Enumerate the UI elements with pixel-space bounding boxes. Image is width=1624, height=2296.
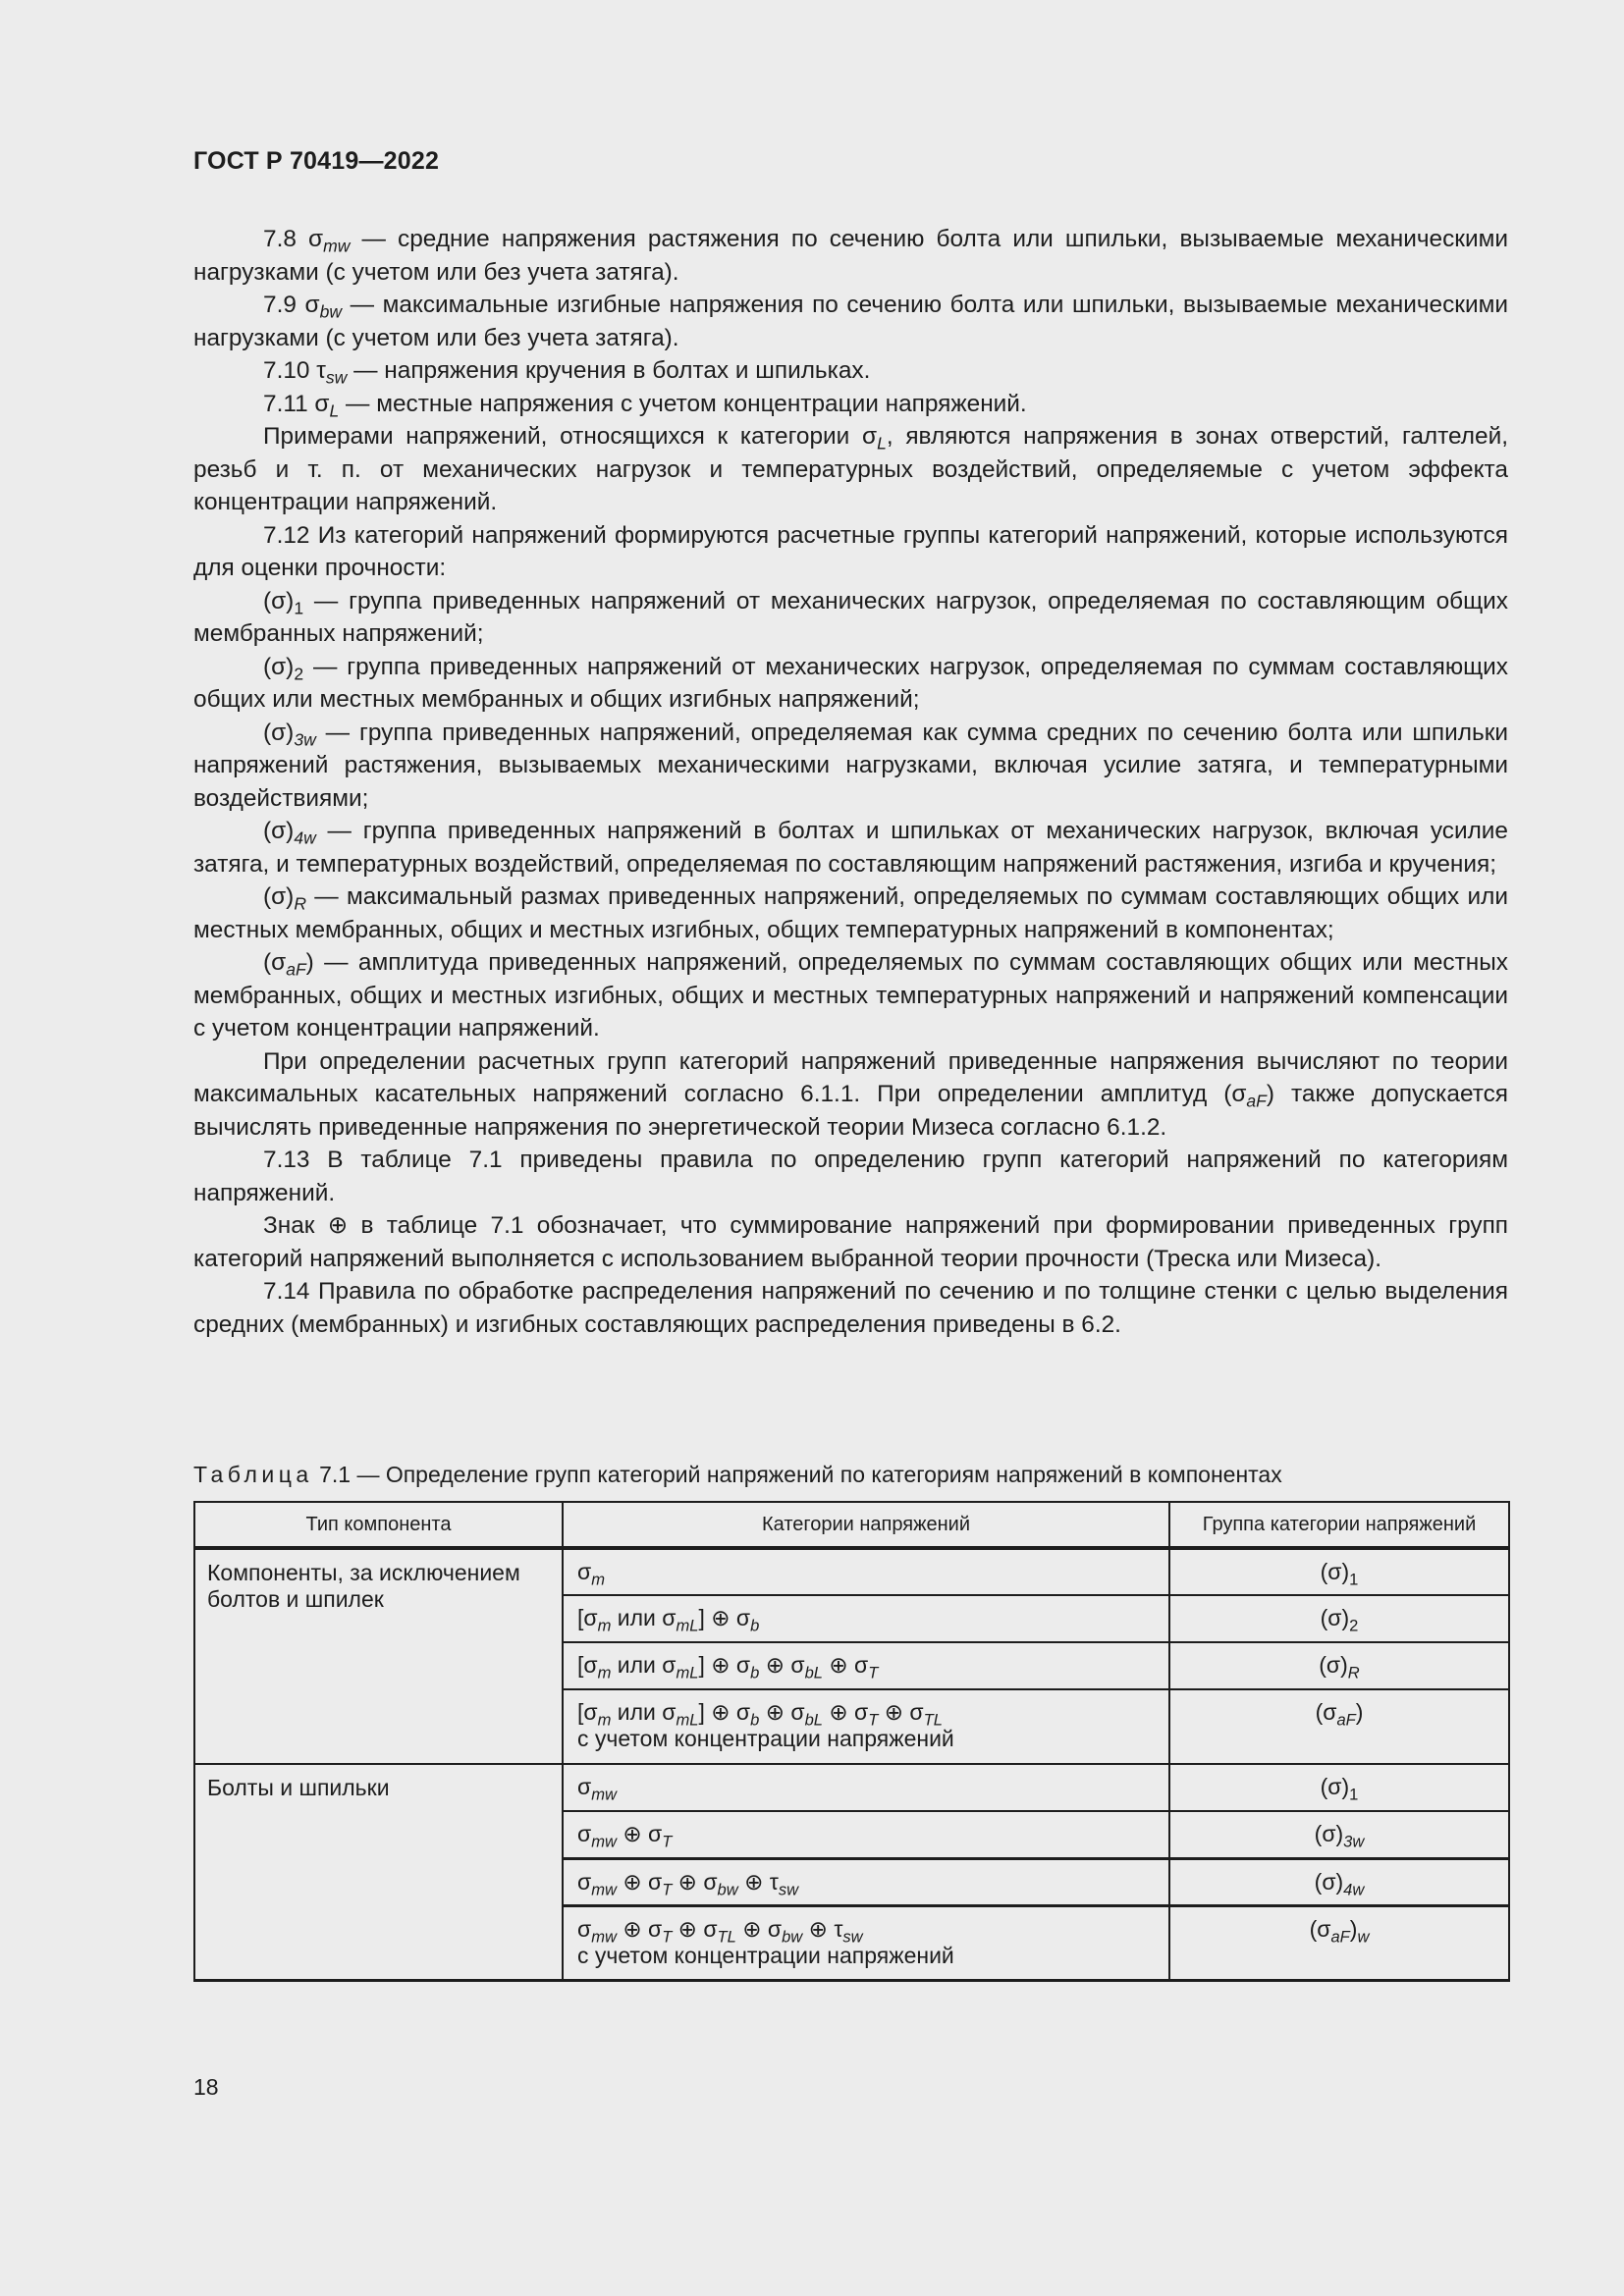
group-cell: $(\sigma)_{3w}$ (1169, 1811, 1509, 1858)
paragraph-7-8: 7.8 $\sigma_{mw}$ — средние напряжения растяжения по сечению болта или шпильки, вызываемые механическими нагрузками (с учетом или без учета затяга). (193, 226, 1508, 286)
table-header-row (194, 1502, 1509, 1548)
table-caption-text: 7.1 — Определение групп категорий напряжений по категориям напряжений в компонентах (319, 1462, 1282, 1487)
stress-groups-table (193, 1501, 1510, 1982)
group-cell: $(\sigma)_{4w}$ (1169, 1858, 1509, 1905)
paragraph-7-13: 7.13 В таблице 7.1 приведены правила по определению групп категорий напряжений по категориям напряжений. (193, 1147, 1508, 1206)
table-caption (193, 1460, 1508, 1489)
category-cell: [$\sigma_m$ или $\sigma_{mL}$] ⊕ $\sigma_b$ ⊕ $\sigma_{bL}$ ⊕ $\sigma_T$ ⊕ $\sigma_{TL}$ с учетом концентрации напряжений (563, 1689, 1169, 1764)
group-cell: $(\sigma_{aF})$ (1169, 1689, 1509, 1764)
category-cell: $\sigma_{mw}$ (563, 1764, 1169, 1811)
table-caption-word: Таблица (193, 1462, 313, 1487)
group-cell: $(\sigma_{aF})_w$ (1169, 1905, 1509, 1980)
paragraph-group-r: $(\sigma)_R$ — максимальный размах приведенных напряжений, определяемых по суммам составляющих общих или местных мембранных, общих и местных изгибных, общих температурных напряжений в компонентах; (193, 883, 1508, 943)
category-cell: [$\sigma_m$ или $\sigma_{mL}$] ⊕ $\sigma_b$ ⊕ $\sigma_{bL}$ ⊕ $\sigma_T$ (563, 1642, 1169, 1689)
paragraph-7-14: 7.14 Правила по обработке распределения напряжений по сечению и по толщине стенки с целью выделения средних (мембранных) и изгибных составляющих распределения приведены в 6.2. (193, 1278, 1508, 1338)
category-cell: [$\sigma_m$ или $\sigma_{mL}$] ⊕ $\sigma_b$ (563, 1595, 1169, 1642)
paragraph-sign-note: Знак ⊕ в таблице 7.1 обозначает, что суммирование напряжений при формировании приведенных групп категорий напряжений выполняется с использованием выбранной теории прочности (Треска или Мизеса). (193, 1212, 1508, 1272)
category-cell: $\sigma_{mw}$ ⊕ $\sigma_T$ ⊕ $\sigma_{TL}$ ⊕ $\sigma_{bw}$ ⊕ $\tau_{sw}$ с учетом концентрации напряжений (563, 1905, 1169, 1980)
paragraph-7-9: 7.9 $\sigma_{bw}$ — максимальные изгибные напряжения по сечению болта или шпильки, вызываемые механическими нагрузками (с учетом или без учета затяга). (193, 292, 1508, 351)
paragraph-7-11: 7.11 $\sigma_L$ — местные напряжения с учетом концентрации напряжений. (263, 390, 1027, 421)
page-number: 18 (193, 2074, 219, 2100)
paragraph-calc-rule: При определении расчетных групп категорий напряжений приведенные напряжения вычисляют по теории максимальных касательных напряжений согласно 6.1.1. При определении амплитуд $(\sigma_{aF})$ также допускается вычислять приведенные напряжения по энергетической теории Мизеса согласно 6.1.2. (193, 1047, 1509, 1141)
table-row (194, 1764, 1509, 1811)
component-type-cell: Компоненты, за исключением болтов и шпилек (194, 1548, 563, 1764)
group-cell: $(\sigma)_1$ (1169, 1764, 1509, 1811)
body-text (193, 223, 1508, 1341)
paragraph-group-1: $(\sigma)_1$ — группа приведенных напряжений от механических нагрузок, определяемая по составляющим общих мембранных напряжений; (193, 587, 1508, 647)
header-component-type: Тип компонента (194, 1502, 563, 1548)
category-cell: $\sigma_{mw}$ ⊕ $\sigma_T$ ⊕ $\sigma_{bw}$ ⊕ $\tau_{sw}$ (563, 1858, 1169, 1905)
paragraph-examples: Примерами напряжений, относящихся к категории $\sigma_L$, являются напряжения в зонах отверстий, галтелей, резьб и т. п. от механических нагрузок и температурных воздействий, определяемые с учетом эффекта концентрации напряжений. (193, 423, 1508, 515)
document-header: ГОСТ Р 70419—2022 (193, 147, 440, 175)
concentration-note: с учетом концентрации напряжений (577, 1726, 954, 1751)
group-cell: $(\sigma)_1$ (1169, 1548, 1509, 1595)
component-type-cell: Болты и шпильки (194, 1764, 563, 1980)
table-row (194, 1548, 1509, 1595)
category-cell: $\sigma_{mw}$ ⊕ $\sigma_T$ (563, 1811, 1169, 1858)
group-cell: $(\sigma)_R$ (1169, 1642, 1509, 1689)
header-stress-group: Группа категории напряжений (1169, 1502, 1509, 1548)
paragraph-group-3w: $(\sigma)_{3w}$ — группа приведенных напряжений, определяемая как сумма средних по сечению болта или шпильки напряжений растяжения, вызываемых механическими нагрузками, включая усилие затяга, и температурными воздействиями; (193, 719, 1508, 812)
paragraph-group-af: $(\sigma_{aF})$ — амплитуда приведенных напряжений, определяемых по суммам составляющих общих или местных мембранных, общих и местных изгибных, общих и местных температурных напряжений и напряжений компенсации с учетом концентрации напряжений. (193, 949, 1508, 1041)
paragraph-group-4w: $(\sigma)_{4w}$ — группа приведенных напряжений в болтах и шпильках от механических нагрузок, включая усилие затяга, и температурных воздействий, определяемая по составляющим напряжений растяжения, изгиба и кручения; (193, 818, 1508, 878)
paragraph-7-10: 7.10 $\tau_{sw}$ — напряжения кручения в болтах и шпильках. (263, 357, 871, 388)
category-cell: $\sigma_m$ (563, 1548, 1169, 1595)
paragraph-group-2: $(\sigma)_2$ — группа приведенных напряжений от механических нагрузок, определяемая по суммам составляющих общих или местных мембранных и общих изгибных напряжений; (193, 653, 1508, 713)
group-cell: $(\sigma)_2$ (1169, 1595, 1509, 1642)
paragraph-7-12: 7.12 Из категорий напряжений формируются расчетные группы категорий напряжений, которые используются для оценки прочности: (193, 521, 1508, 581)
header-stress-categories: Категории напряжений (563, 1502, 1169, 1548)
concentration-note: с учетом концентрации напряжений (577, 1942, 954, 1968)
